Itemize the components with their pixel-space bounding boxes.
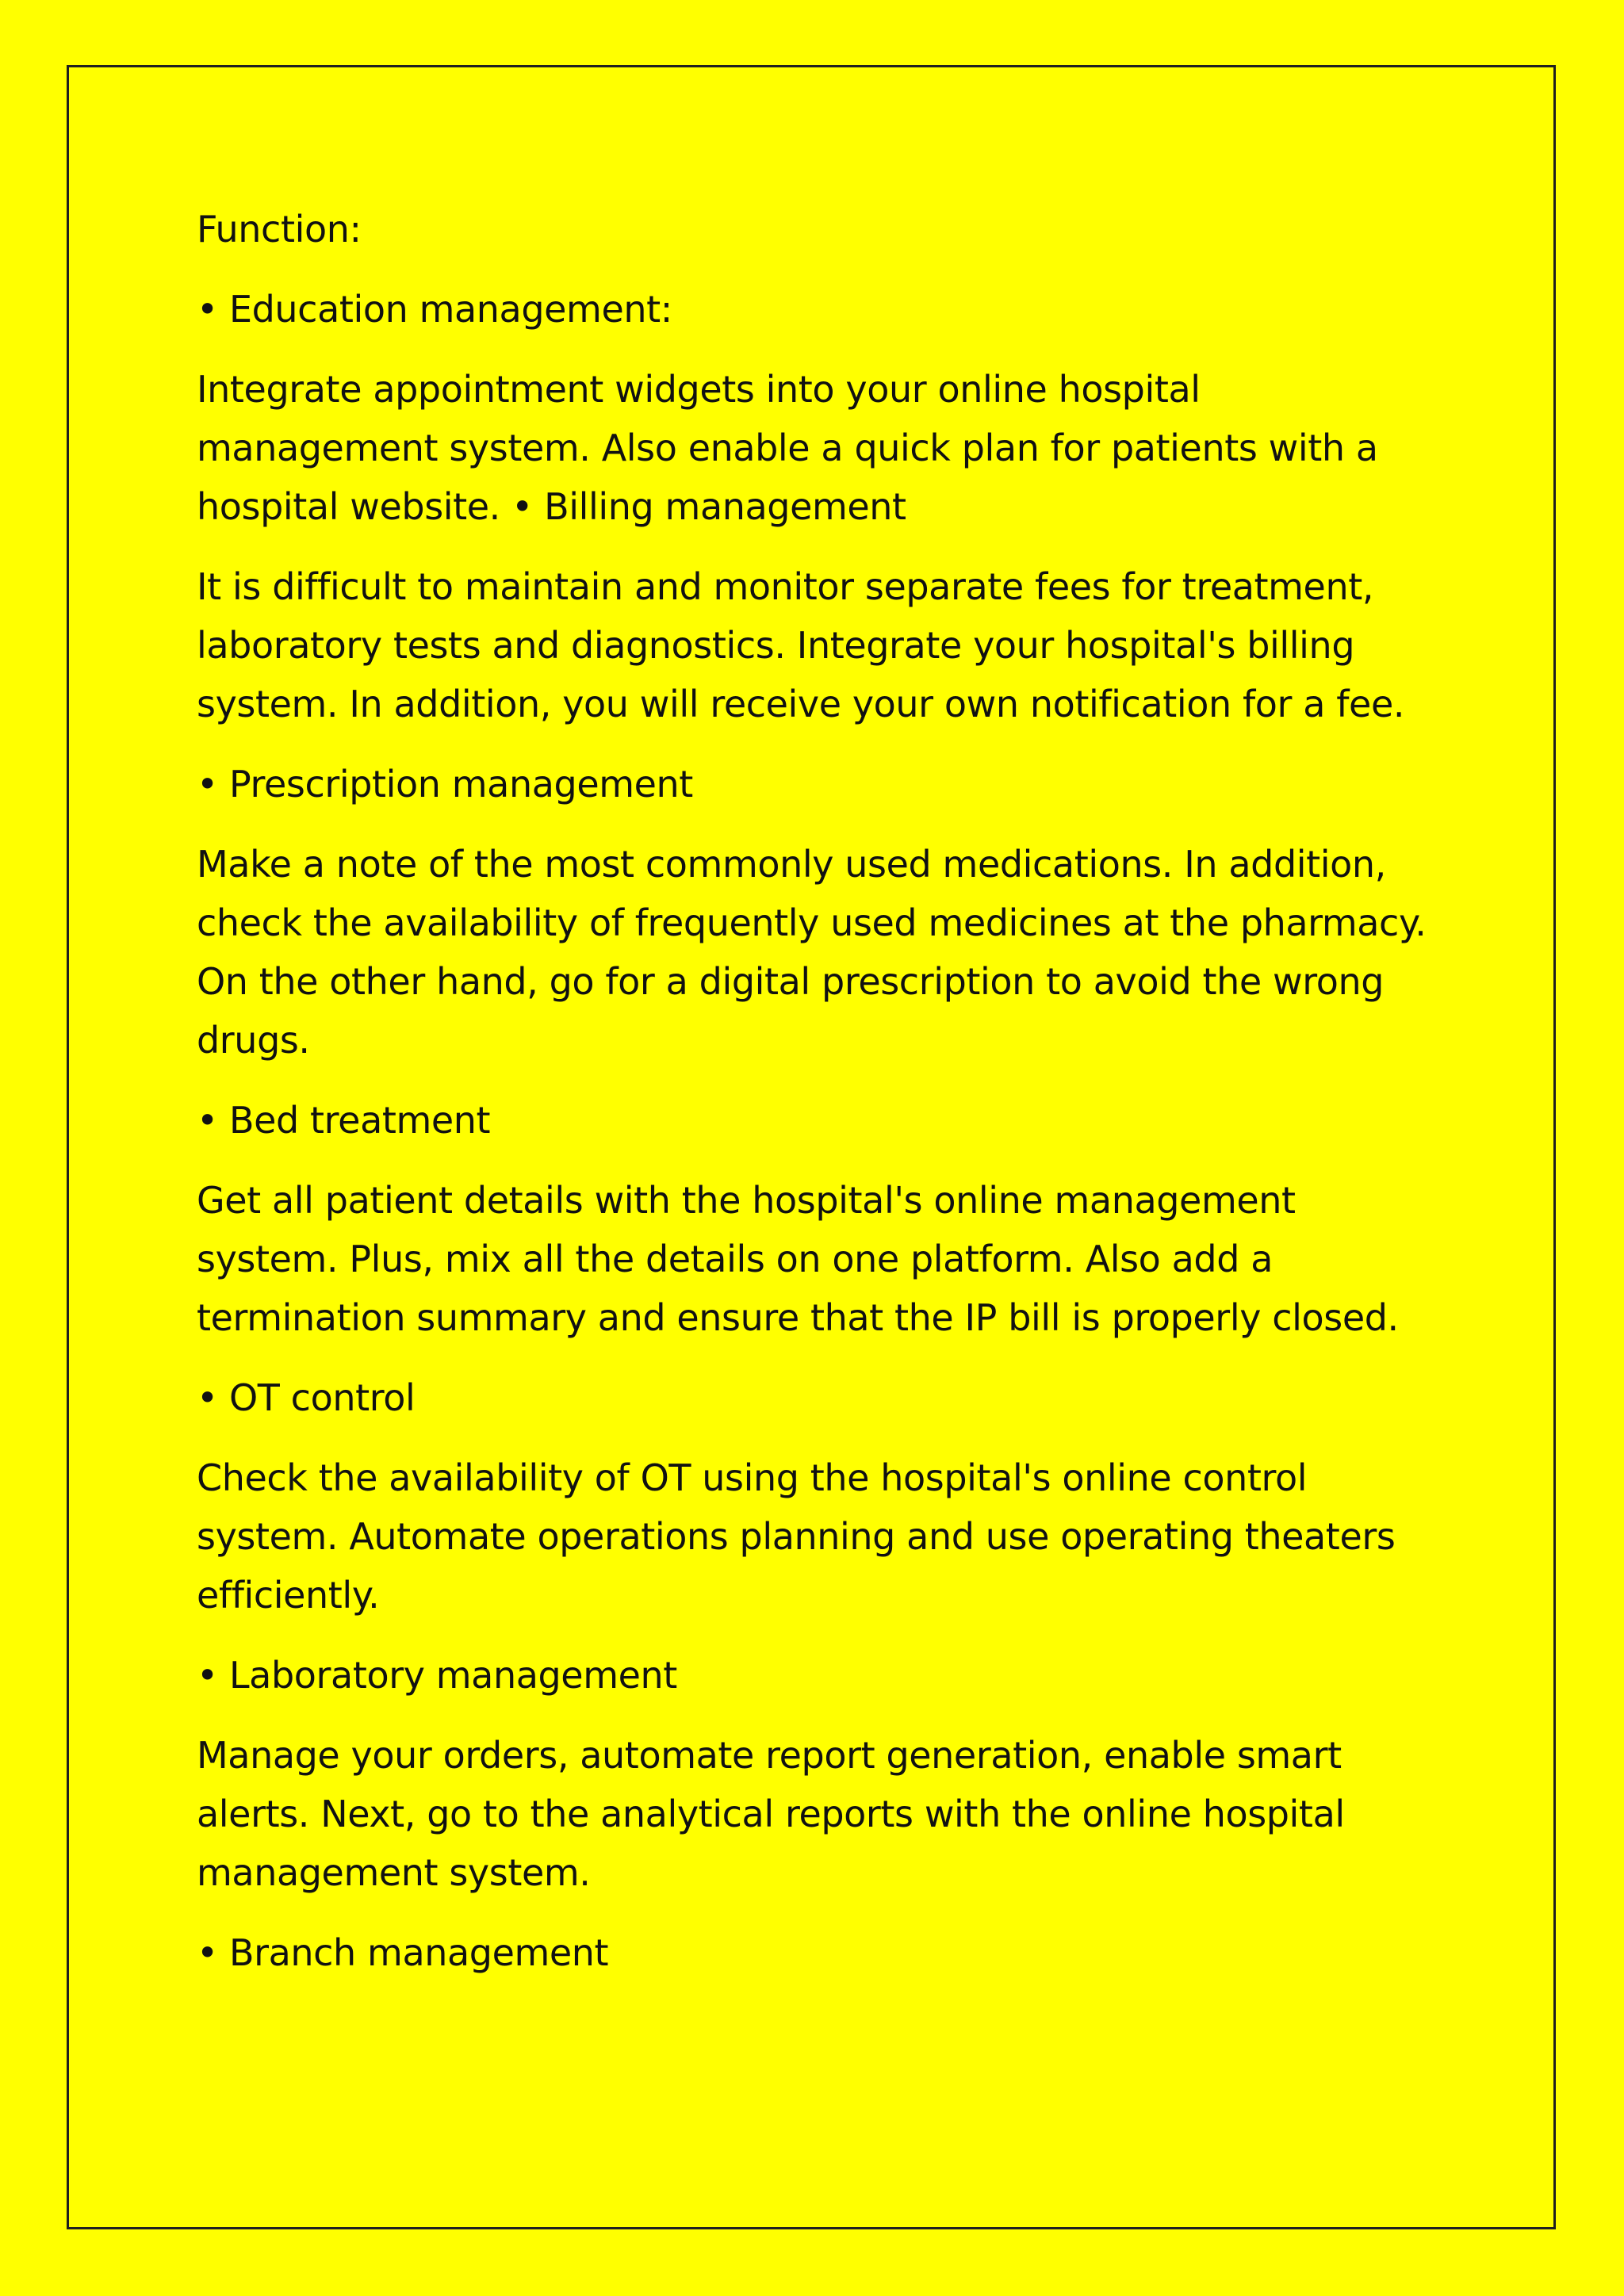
- bullet-prescription-management: • Prescription management: [197, 763, 693, 806]
- paragraph-ot-control: Check the availability of OT using the hospital's online control system. Automate operations planning and use operating theaters efficiently.: [197, 1456, 1396, 1617]
- bullet-laboratory-management: • Laboratory management: [197, 1654, 677, 1697]
- paragraph-bed-treatment: Get all patient details with the hospital's online management system. Plus, mix all the details on one platform. Also add a termination summary and ensure that the IP bill is properly closed.: [197, 1179, 1399, 1339]
- paragraph-prescription: Make a note of the most commonly used medications. In addition, check the availability of frequently used medicines at the pharmacy. On the other hand, go for a digital prescription to avoid the wrong drugs.: [197, 843, 1427, 1062]
- paragraph-education: Integrate appointment widgets into your online hospital management system. Also enable a quick plan for patients with a hospital website. • Billing management: [197, 368, 1378, 528]
- bullet-branch-management: • Branch management: [197, 1931, 609, 1974]
- section-heading-function: Function:: [197, 208, 362, 251]
- bullet-ot-control: • OT control: [197, 1376, 416, 1419]
- paragraph-laboratory: Manage your orders, automate report generation, enable smart alerts. Next, go to the analytical reports with the online hospital management system.: [197, 1734, 1345, 1894]
- document-body: [197, 200, 1434, 2003]
- paragraph-billing: It is difficult to maintain and monitor separate fees for treatment, laboratory tests and diagnostics. Integrate your hospital's billing system. In addition, you will receive your own notification for a fee.: [197, 565, 1405, 725]
- bullet-education-management: • Education management:: [197, 288, 672, 331]
- bullet-bed-treatment: • Bed treatment: [197, 1099, 491, 1142]
